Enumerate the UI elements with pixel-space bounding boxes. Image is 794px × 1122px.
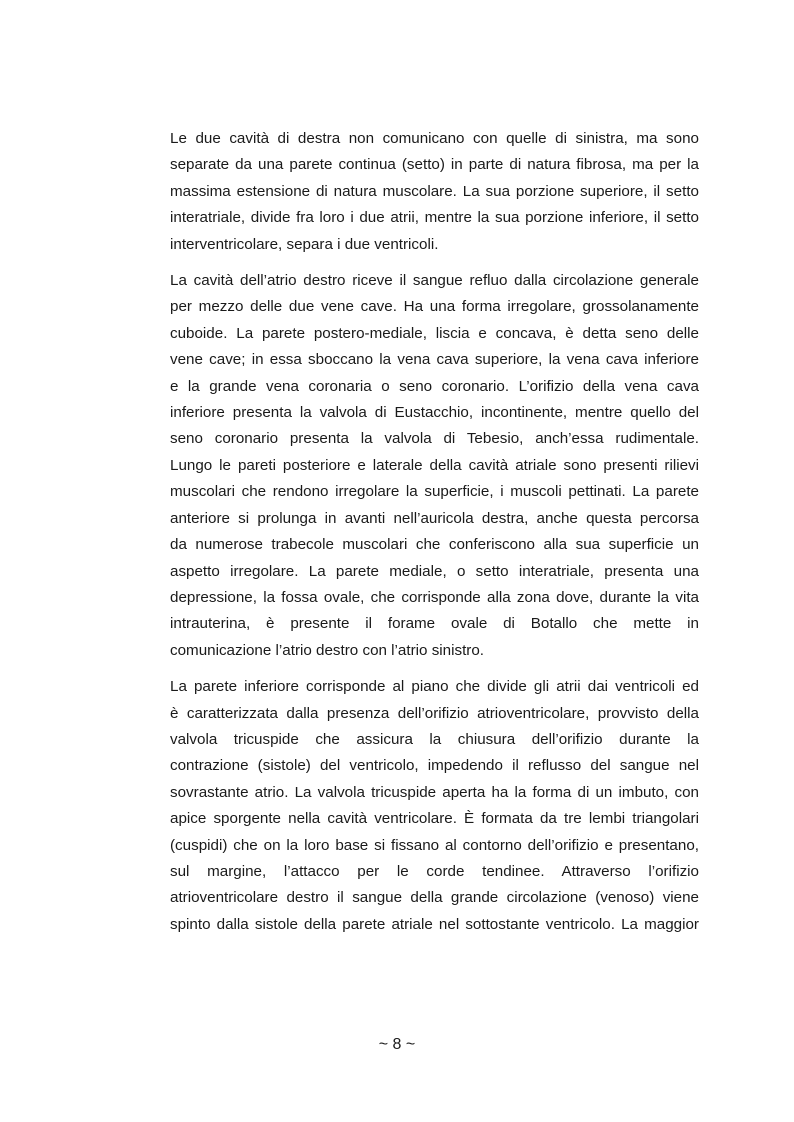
text-line: aspetto irregolare. La parete mediale, o setto interatriale, presenta una bbox=[170, 562, 699, 580]
text-line: separate da una parete continua (setto) in parte di natura fibrosa, ma per la bbox=[170, 156, 699, 174]
text-line: muscolari che rendono irregolare la superficie, i muscoli pettinati. La parete bbox=[170, 483, 699, 501]
text-line: interatriale, divide fra loro i due atrii, mentre la sua porzione inferiore, il setto bbox=[170, 209, 699, 227]
text-line: atrioventricolare destro il sangue della grande circolazione (venoso) viene bbox=[170, 889, 699, 907]
text-line: inferiore presenta la valvola di Eustacchio, incontinente, mentre quello del bbox=[170, 404, 699, 422]
text-line: valvola tricuspide che assicura la chiusura dell’orifizio durante la bbox=[170, 730, 699, 748]
text-line: sul margine, l’attacco per le corde tendinee. Attraverso l’orifizio bbox=[170, 862, 699, 880]
text-line: vene cave; in essa sboccano la vena cava superiore, la vena cava inferiore bbox=[170, 351, 699, 369]
text-line: massima estensione di natura muscolare. La sua porzione superiore, il setto bbox=[170, 182, 699, 200]
text-line: è caratterizzata dalla presenza dell’orifizio atrioventricolare, provvisto della bbox=[170, 704, 699, 722]
text-line: La cavità dell’atrio destro riceve il sangue refluo dalla circolazione generale bbox=[170, 272, 699, 290]
text-line: Le due cavità di destra non comunicano con quelle di sinistra, ma sono bbox=[170, 130, 699, 147]
text-line: comunicazione l’atrio destro con l’atrio sinistro. bbox=[170, 641, 485, 659]
text-line: (cuspidi) che on la loro base si fissano al contorno dell’orifizio e presentano, bbox=[170, 836, 699, 854]
paragraph-3 bbox=[170, 674, 699, 938]
text-line: depressione, la fossa ovale, che corrisponde alla zona dove, durante la vita bbox=[170, 588, 699, 606]
paragraph-1 bbox=[170, 126, 699, 258]
text-line: cuboide. La parete postero-mediale, liscia e concava, è detta seno delle bbox=[170, 324, 699, 342]
page-body bbox=[170, 126, 699, 948]
text-line: Lungo le pareti posteriore e laterale della cavità atriale sono presenti rilievi bbox=[170, 456, 699, 474]
text-line: spinto dalla sistole della parete atriale nel sottostante ventricolo. La maggior bbox=[170, 915, 699, 933]
page-number: ~ 8 ~ bbox=[378, 1036, 416, 1053]
text-line: e la grande vena coronaria o seno coronario. L’orifizio della vena cava bbox=[170, 377, 699, 395]
text-line: La parete inferiore corrisponde al piano che divide gli atrii dai ventricoli ed bbox=[170, 678, 699, 696]
text-line: per mezzo delle due vene cave. Ha una forma irregolare, grossolanamente bbox=[170, 298, 699, 316]
paragraph-2 bbox=[170, 268, 699, 664]
text-line: interventricolare, separa i due ventricoli. bbox=[170, 235, 439, 253]
text-line: sovrastante atrio. La valvola tricuspide aperta ha la forma di un imbuto, con bbox=[170, 783, 699, 801]
text-line: contrazione (sistole) del ventricolo, impedendo il reflusso del sangue nel bbox=[170, 757, 699, 775]
text-line: anteriore si prolunga in avanti nell’auricola destra, anche questa percorsa bbox=[170, 509, 699, 527]
text-line: seno coronario presenta la valvola di Tebesio, anch’essa rudimentale. bbox=[170, 430, 699, 448]
text-line: apice sporgente nella cavità ventricolare. È formata da tre lembi triangolari bbox=[170, 810, 699, 828]
text-line: intrauterina, è presente il forame ovale di Botallo che mette in bbox=[170, 615, 699, 633]
text-line: da numerose trabecole muscolari che conferiscono alla sua superficie un bbox=[170, 536, 699, 554]
